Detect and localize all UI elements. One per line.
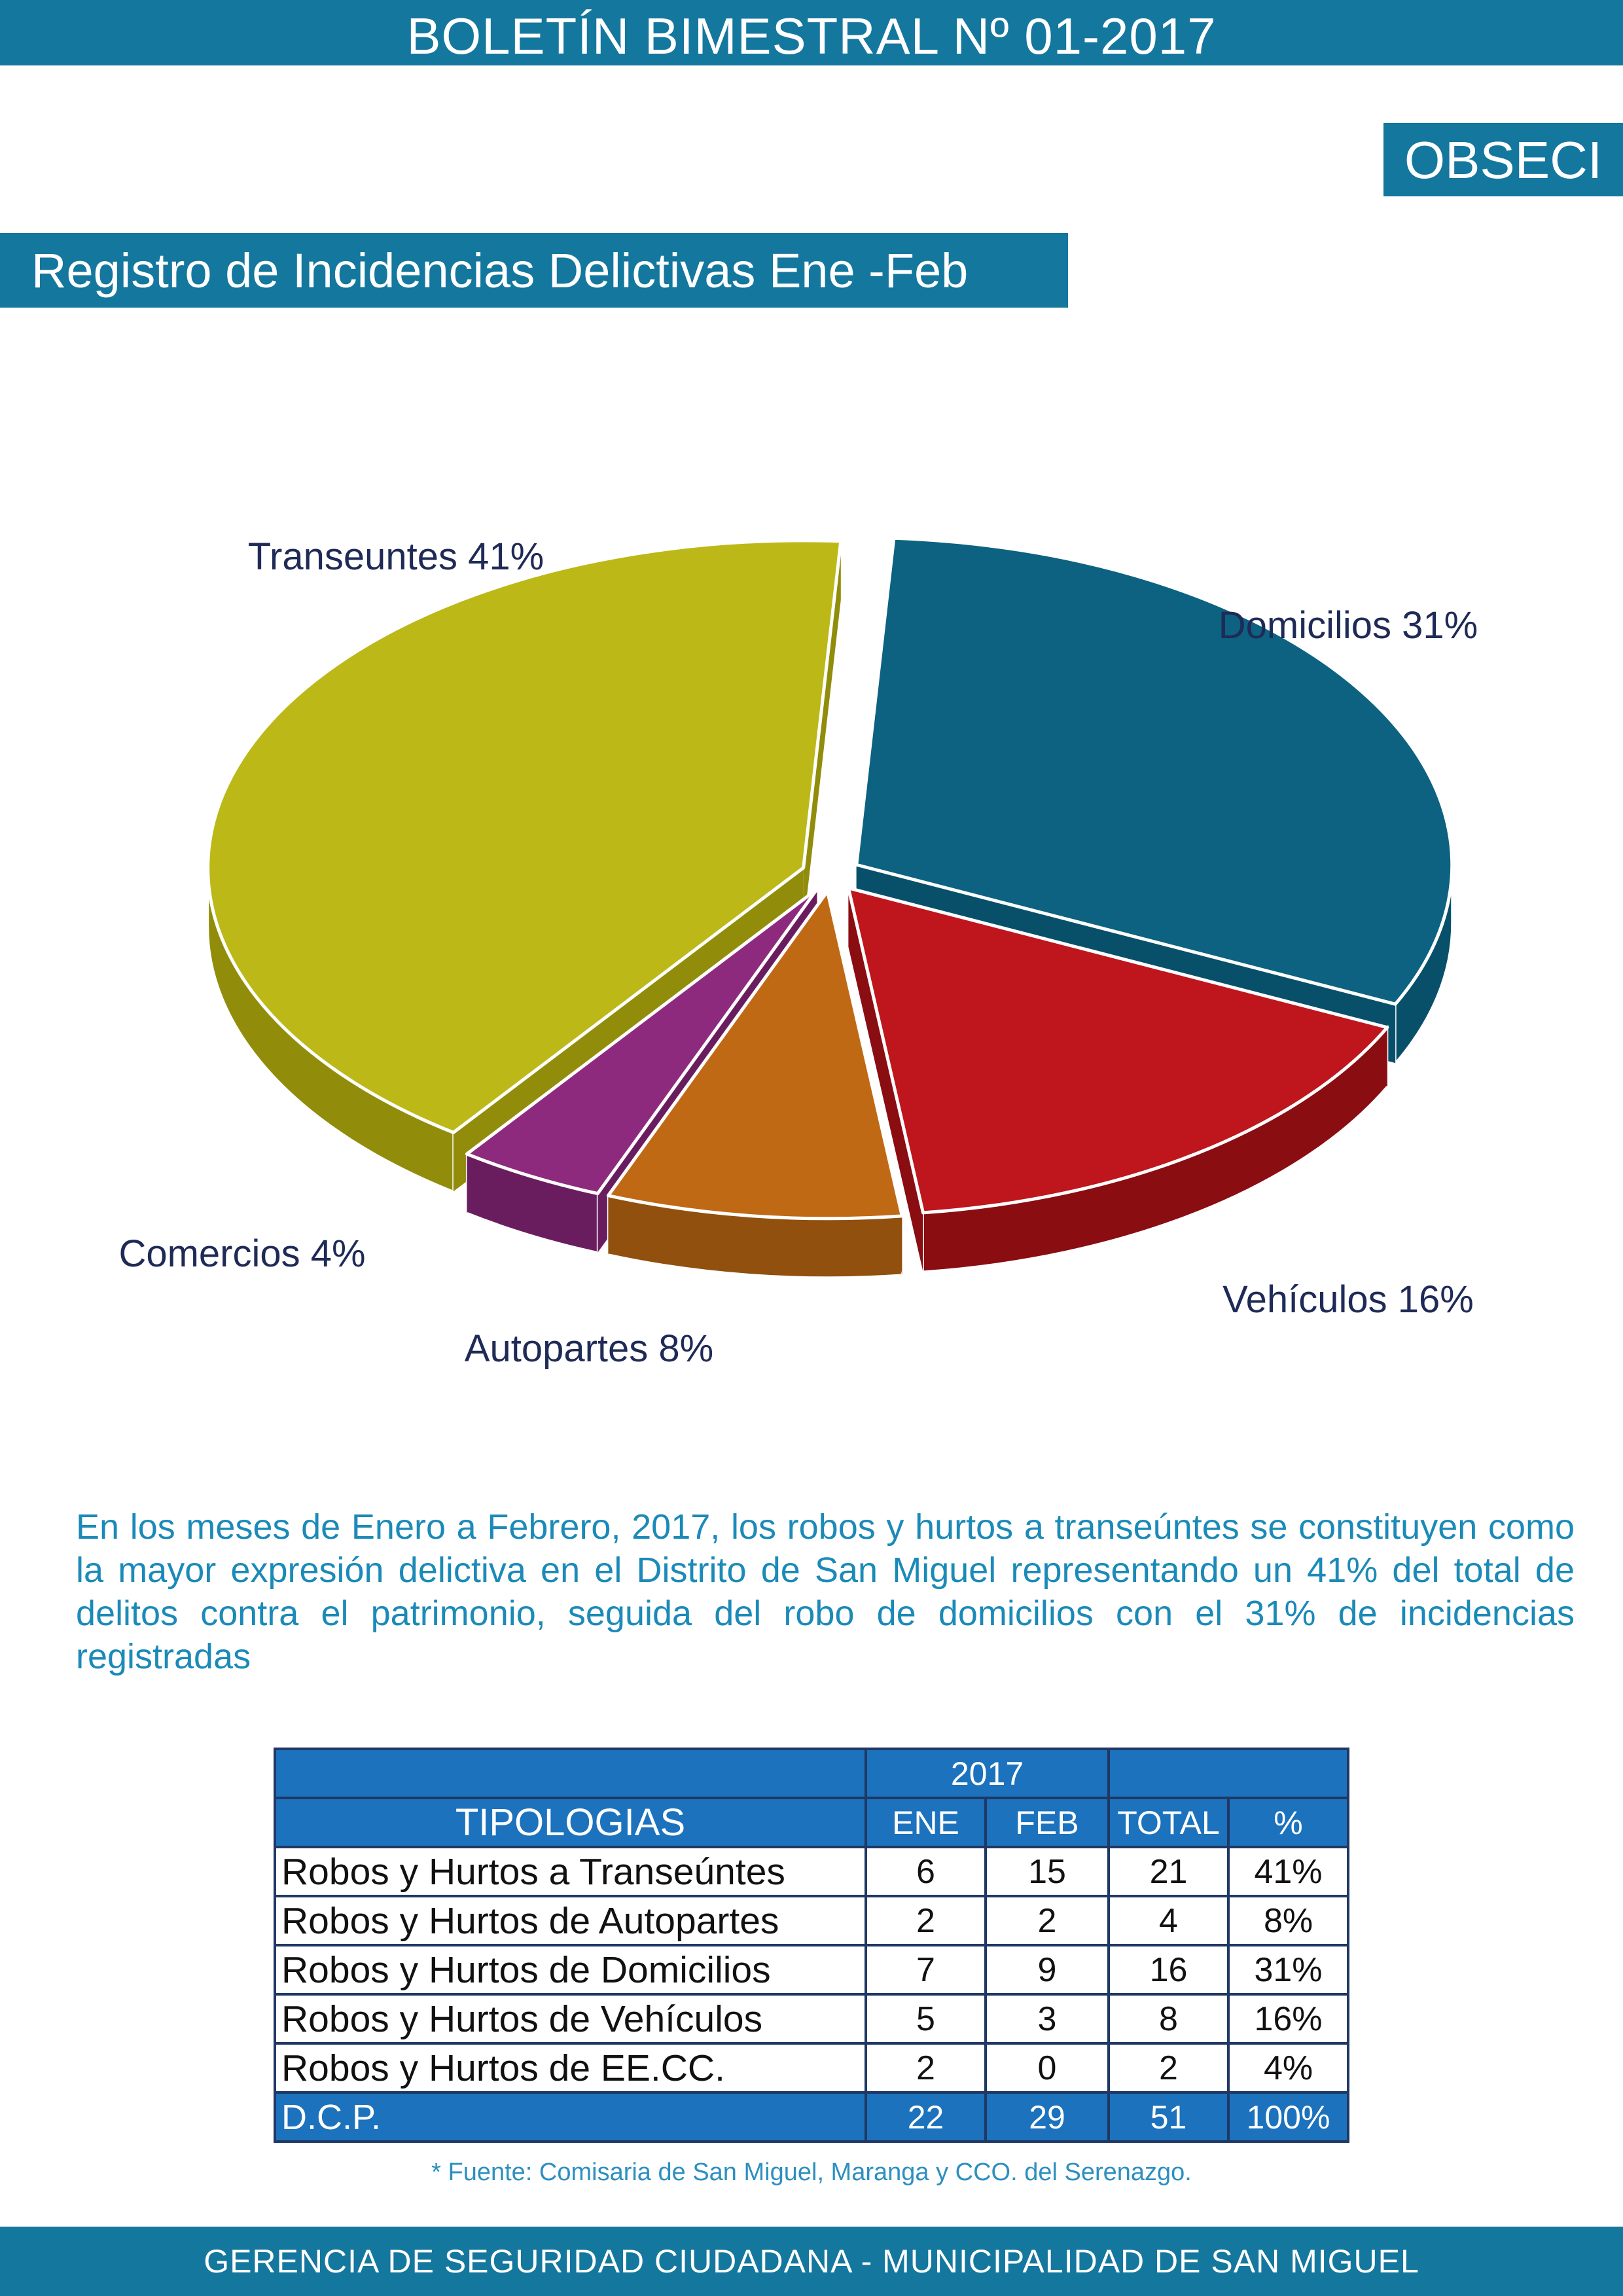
row-name: Robos y Hurtos de Autopartes [275,1896,866,1945]
row-name: Robos y Hurtos de Domicilios [275,1945,866,1994]
incidence-table-wrap [274,1748,1347,2143]
row-total: 2 [1109,2043,1228,2092]
header-year: 2017 [866,1749,1109,1798]
row-ene: 5 [866,1994,986,2043]
header-blank [275,1749,866,1798]
table-header-row [275,1798,1348,1847]
table-row [275,1994,1348,2043]
row-feb: 0 [986,2043,1109,2092]
row-pct: 4% [1228,2043,1348,2092]
pie-chart [0,497,1623,1414]
bulletin-header: BOLETÍN BIMESTRAL Nº 01-2017 [0,0,1623,65]
row-total: 16 [1109,1945,1228,1994]
header-feb: FEB [986,1798,1109,1847]
row-ene: 7 [866,1945,986,1994]
incidence-table [274,1748,1349,2143]
total-feb: 29 [986,2092,1109,2142]
table-row [275,2043,1348,2092]
total-pct: 100% [1228,2092,1348,2142]
summary-text: En los meses de Enero a Febrero, 2017, los robos y hurtos a transeúntes se constituyen como la mayor expresión delictiva en el Distrito de San Miguel representando un 41% del total de delitos contra el patrimonio, seguida del robo de domicilios con el 31% de incidencias registradas [76,1507,1575,1676]
header-ene: ENE [866,1798,986,1847]
slice-label-domicilios: Domicilios 31% [1218,604,1478,647]
row-feb: 2 [986,1896,1109,1945]
row-pct: 41% [1228,1847,1348,1896]
header-total: TOTAL [1109,1798,1228,1847]
table-row [275,1896,1348,1945]
total-ene: 22 [866,2092,986,2142]
header-blank-right [1109,1749,1348,1798]
source-note: * Fuente: Comisaria de San Miguel, Maranga y CCO. del Serenazgo. [431,2159,1192,2186]
table-row [275,1945,1348,1994]
row-name: Robos y Hurtos de EE.CC. [275,2043,866,2092]
row-ene: 6 [866,1847,986,1896]
row-pct: 16% [1228,1994,1348,2043]
row-pct: 8% [1228,1896,1348,1945]
header-pct: % [1228,1798,1348,1847]
slice-label-vehículos: Vehículos 16% [1222,1278,1474,1321]
row-total: 21 [1109,1847,1228,1896]
table-total-row [275,2092,1348,2142]
header-tipologias: TIPOLOGIAS [275,1798,866,1847]
slice-label-comercios: Comercios 4% [118,1232,366,1275]
row-name: Robos y Hurtos a Transeúntes [275,1847,866,1896]
slice-label-transeuntes: Transeuntes 41% [247,535,544,578]
row-ene: 2 [866,1896,986,1945]
row-pct: 31% [1228,1945,1348,1994]
row-ene: 2 [866,2043,986,2092]
table-year-row [275,1749,1348,1798]
row-total: 4 [1109,1896,1228,1945]
row-total: 8 [1109,1994,1228,2043]
slice-label-autopartes: Autopartes 8% [464,1327,714,1370]
table-row [275,1847,1348,1896]
section-title: Registro de Incidencias Delictivas Ene -Feb 2017 [0,233,1068,308]
footer-bar: GERENCIA DE SEGURIDAD CIUDADANA - MUNICIPALIDAD DE SAN MIGUEL [0,2227,1623,2296]
row-feb: 9 [986,1945,1109,1994]
obseci-badge: OBSECI [1383,123,1623,196]
total-name: D.C.P. [275,2092,866,2142]
row-feb: 15 [986,1847,1109,1896]
total-total: 51 [1109,2092,1228,2142]
row-feb: 3 [986,1994,1109,2043]
row-name: Robos y Hurtos de Vehículos [275,1994,866,2043]
